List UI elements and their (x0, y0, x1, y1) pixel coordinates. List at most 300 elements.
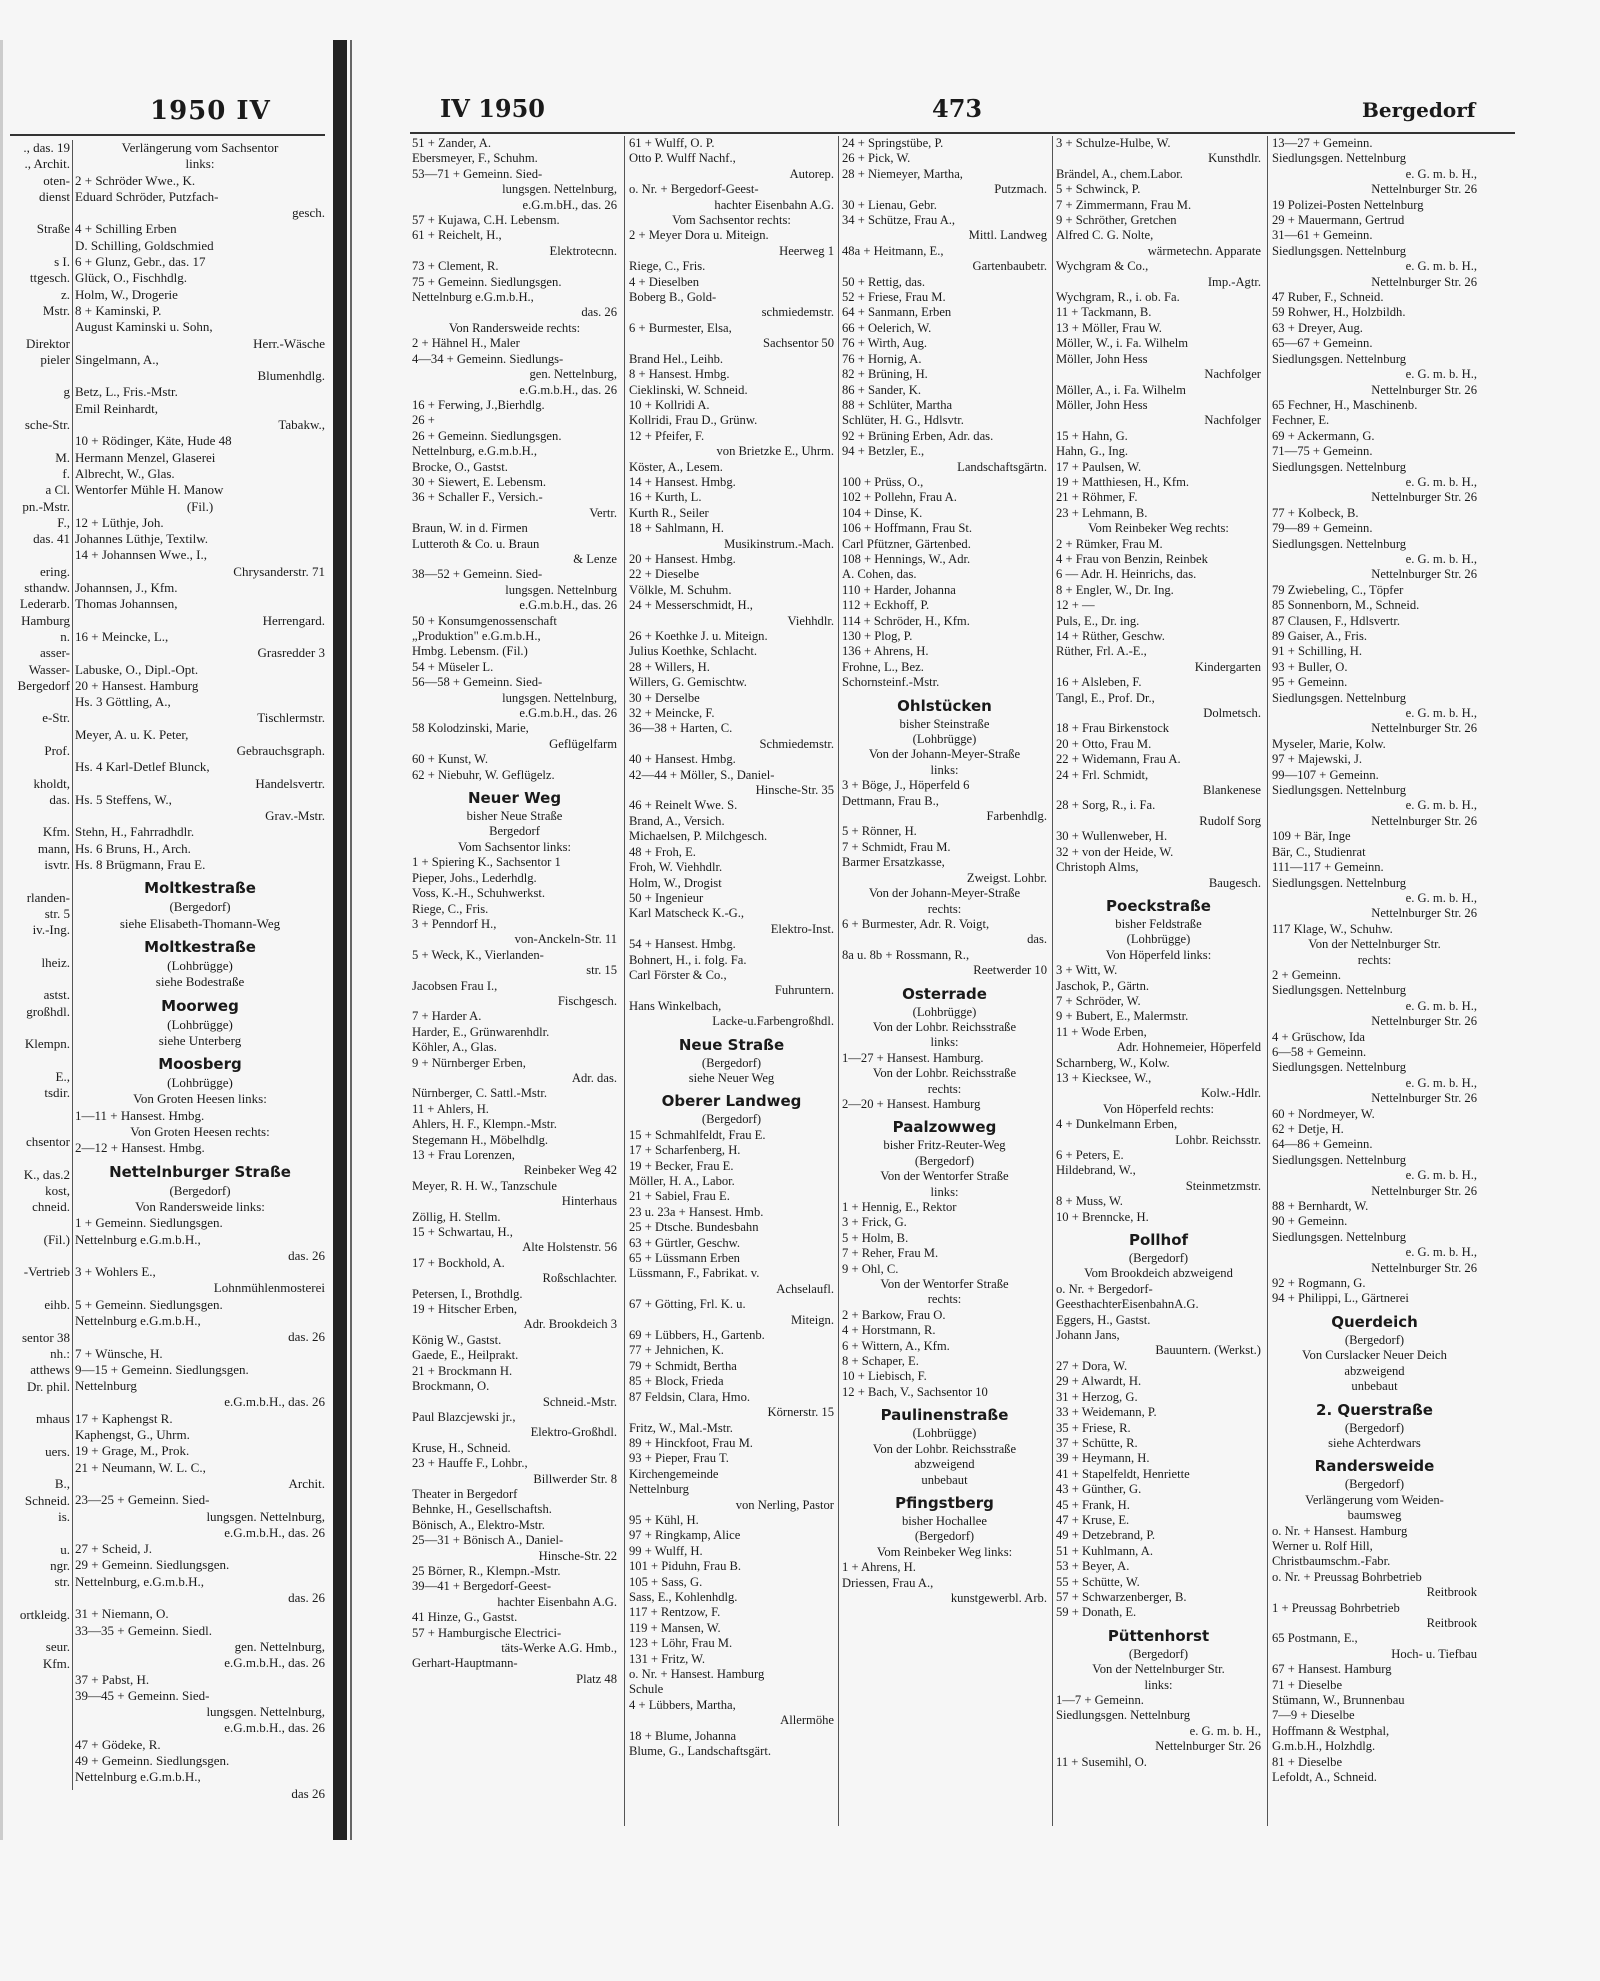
directory-line: Driessen, Frau A., (842, 1575, 934, 1590)
directory-line: 2—20 + Hansest. Hamburg (842, 1096, 981, 1111)
directory-line: Wentorfer Mühle H. Manow (75, 482, 224, 498)
stub-line: mann, (37, 840, 70, 856)
directory-line: 31 + Herzog, G. (1056, 1389, 1138, 1404)
directory-line: Miteign. (790, 1312, 834, 1327)
stub-line: das. 41 (33, 531, 70, 547)
directory-line: Blume, G., Landschaftsgärt. (629, 1744, 771, 1759)
street-heading: Moosberg (158, 1055, 242, 1074)
street-heading: Paulinenstraße (880, 1406, 1009, 1425)
directory-line: e.G.m.b.H., das. 26 (519, 598, 617, 613)
stub-line: Dr. phil. (27, 1378, 70, 1394)
directory-line: Hs. 5 Steffens, W., (75, 791, 172, 807)
stub-line: eihb. (44, 1297, 70, 1313)
column-divider (1267, 136, 1268, 1826)
directory-line: 13 + Kiecksee, W., (1056, 1070, 1152, 1085)
directory-line: 65 + Lüssmann Erben (629, 1251, 740, 1266)
directory-line: 7 + Schröder, W. (1056, 993, 1141, 1008)
directory-line: 117 + Rentzow, F. (629, 1605, 721, 1620)
directory-line: 9 + Ohl, C. (842, 1261, 899, 1276)
directory-line: Musikinstrum.-Mach. (724, 536, 834, 551)
directory-line: Schornsteinf.-Mstr. (842, 675, 940, 690)
directory-line: 43 + Günther, G. (1056, 1482, 1142, 1497)
directory-line: Vom Reinbeker Weg links: (876, 1544, 1013, 1559)
directory-line: (Bergedorf) (701, 1055, 762, 1070)
street-heading: Osterrade (902, 984, 987, 1003)
street-heading: Moorweg (161, 996, 239, 1015)
stub-line (0, 205, 70, 221)
street-heading: Oberer Landweg (661, 1092, 802, 1111)
directory-line: Verlängerung vom Sachsentor (121, 140, 279, 155)
directory-line: e.G.m.bH., das. 26 (522, 197, 617, 212)
directory-line: 1—27 + Hansest. Hamburg. (842, 1050, 984, 1065)
directory-line: 26 + Pick, W. (842, 151, 911, 166)
directory-line: 4 + Grüschow, Ida (1272, 1029, 1366, 1044)
directory-line: 6—58 + Gemeinn. (1272, 1044, 1367, 1059)
directory-line: D. Schilling, Goldschmied (75, 237, 214, 253)
stub-line: sche-Str. (24, 417, 70, 433)
directory-line: 32 + von der Heide, W. (1056, 844, 1174, 859)
directory-line: 64 + Sanmann, Erben (842, 305, 952, 320)
directory-line: Hermann Menzel, Glaserei (75, 449, 216, 465)
directory-line: Kolw.-Hdlr. (1200, 1086, 1261, 1101)
directory-line: 39—45 + Gemeinn. Sied- (75, 1687, 210, 1703)
stub-line: asser- (39, 645, 70, 661)
directory-line: bisher Neue Straße (466, 809, 563, 824)
stub-line: dienst (38, 188, 70, 204)
directory-line: Hs. 4 Karl-Detlef Blunck, (75, 759, 210, 775)
directory-line: 104 + Dinse, K. (842, 505, 923, 520)
directory-line: 2 + Schröder Wwe., K. (75, 172, 196, 188)
directory-line: Eduard Schröder, Putzfach- (75, 188, 219, 204)
directory-line: Reinbeker Weg 42 (523, 1163, 617, 1178)
directory-line: 105 + Sass, G. (629, 1574, 703, 1589)
directory-line: Kirchengemeinde (629, 1466, 719, 1481)
directory-line: Reetwerder 10 (973, 963, 1047, 978)
directory-line: 16 + Alsleben, F. (1056, 675, 1142, 690)
directory-line: e.G.m.b.H., das. 26 (224, 1720, 325, 1736)
directory-line: 37 + Pabst, H. (75, 1671, 150, 1687)
column-divider (838, 136, 839, 1826)
directory-line: Nettelnburg, e.G.m.b.H., (75, 1573, 205, 1589)
stub-line: n. (60, 628, 70, 644)
directory-line: 46 + Reinelt Wwe. S. (629, 798, 738, 813)
directory-line: Brockmann, O. (412, 1379, 490, 1394)
stub-line (0, 547, 70, 563)
stub-line: ttgesch. (29, 270, 70, 286)
column-divider (1052, 136, 1053, 1826)
directory-line: 56—58 + Gemeinn. Sied- (412, 675, 543, 690)
stub-line: B., (54, 1476, 70, 1492)
directory-line: 29 + Gemeinn. Siedlungsgen. (75, 1557, 230, 1573)
stub-line: ., das. 19 (23, 140, 70, 155)
left-listing-column (75, 140, 325, 1802)
directory-line: 37 + Schütte, R. (1056, 1435, 1138, 1450)
directory-line: 19 + Hitscher Erben, (412, 1302, 518, 1317)
directory-line: König W., Gastst. (412, 1332, 502, 1347)
directory-line: Blumenhdlg. (257, 368, 325, 384)
directory-line: Von der Johann-Meyer-Straße (868, 747, 1021, 762)
directory-line: 1 + Hennig, E., Rektor (842, 1200, 957, 1214)
directory-line: gesch. (292, 205, 325, 221)
directory-line: 20 + Hansest. Hmbg. (629, 551, 736, 566)
directory-line: 3 + Böge, J., Höperfeld 6 (842, 778, 970, 793)
directory-line: 6 — Adr. H. Heinrichs, das. (1056, 567, 1197, 582)
directory-line: Möller, H. A., Labor. (629, 1174, 735, 1188)
directory-line: e. G. m. b. H., (1405, 1075, 1477, 1090)
directory-line: 50 + Rettig, das. (842, 274, 926, 289)
directory-line: 12 + — (1056, 598, 1095, 613)
directory-line: o. Nr. + Preussag Bohrbetrieb (1272, 1569, 1422, 1584)
directory-line: 6 + Wittern, A., Kfm. (842, 1338, 950, 1353)
directory-line: Gaede, E., Heilprakt. (412, 1348, 519, 1363)
stub-line (0, 759, 70, 775)
directory-line: e. G. m. b. H., (1405, 1245, 1477, 1260)
directory-line: Köster, A., Lesem. (629, 459, 723, 474)
directory-line: Nürnberger, C. Sattl.-Mstr. (412, 1086, 547, 1101)
stub-line: is. (58, 1508, 70, 1524)
directory-line: Reitbrook (1426, 1585, 1477, 1600)
directory-line: 47 + Gödeke, R. (75, 1736, 161, 1752)
directory-line: 9—15 + Gemeinn. Siedlungsgen. (75, 1361, 249, 1377)
directory-line: (Fil.) (186, 498, 214, 514)
directory-line: Willers, G. Gemischtw. (629, 675, 747, 690)
stub-line: s I. (54, 254, 70, 270)
directory-line: e. G. m. b. H., (1405, 259, 1477, 274)
directory-line: 73 + Clement, R. (412, 259, 499, 274)
directory-line: 5 + Weck, K., Vierlanden- (412, 947, 544, 962)
directory-line: Werner u. Rolf Hill, (1272, 1538, 1373, 1553)
directory-line: Lohnmühlenmosterei (213, 1280, 325, 1296)
directory-line: (Lohbrügge) (167, 1016, 233, 1032)
directory-line: Allermöhe (780, 1713, 834, 1728)
stub-line (0, 1525, 70, 1541)
stub-line: str. (54, 1574, 70, 1590)
directory-line: 13 + Möller, Frau W. (1056, 320, 1162, 335)
directory-line: 24 + Messerschmidt, H., (629, 598, 753, 613)
directory-line: 5 + Gemeinn. Siedlungsgen. (75, 1296, 223, 1312)
directory-line: & Lenze (573, 551, 617, 566)
directory-line: 91 + Schilling, H. (1272, 644, 1363, 659)
directory-line: 31—61 + Gemeinn. (1272, 228, 1373, 243)
directory-line: 55 + Schütte, W. (1056, 1574, 1140, 1589)
directory-line: Bönisch, A., Elektro-Mstr. (412, 1517, 545, 1532)
directory-line: hachter Eisenbahn A.G. (714, 197, 834, 212)
stub-line: M. (55, 449, 70, 465)
directory-line: Paul Blazcjewski jr., (412, 1409, 516, 1424)
directory-line: Behnke, H., Gesellschaftsh. (412, 1502, 552, 1517)
directory-line: 1—11 + Hansest. Hmbg. (75, 1107, 205, 1123)
stub-line (0, 1623, 70, 1639)
directory-line: 21 + Neumann, W. L. C., (75, 1459, 206, 1475)
directory-line: Johann Jans, (1056, 1328, 1120, 1343)
directory-line: 10 + Liebisch, F. (842, 1369, 927, 1384)
directory-line: 71—75 + Gemeinn. (1272, 444, 1373, 459)
directory-line: Cieklinski, W. Schneid. (629, 382, 748, 397)
directory-line: Völkle, M. Schuhm. (629, 582, 732, 597)
directory-line: 112 + Eckhoff, P. (842, 598, 930, 613)
directory-line: Betz, L., Fris.-Mstr. (75, 384, 178, 400)
directory-line: Karl Matscheck K.-G., (629, 906, 745, 921)
stub-line: Schneid. (24, 1492, 70, 1508)
directory-line: gen. Nettelnburg, (234, 1638, 325, 1654)
directory-line: Hinsche-Str. 22 (538, 1548, 617, 1563)
stub-line: kholdt, (33, 775, 70, 791)
directory-line: 19 Polizei-Posten Nettelnburg (1272, 197, 1424, 212)
directory-line: 60 + Nordmeyer, W. (1272, 1106, 1375, 1121)
directory-line: Siedlungsgen. Nettelnburg (1272, 151, 1407, 166)
stub-line (0, 1460, 70, 1476)
directory-line: 41 + Stapelfeldt, Henriette (1056, 1466, 1190, 1481)
directory-line: abzweigend (914, 1457, 975, 1472)
directory-line: Johannsen, J., Kfm. (75, 580, 178, 596)
directory-line: 1 + Spiering K., Sachsentor 1 (412, 855, 561, 870)
directory-line: Rüther, Frl. A.-E., (1056, 644, 1147, 659)
directory-line: 97 + Ringkamp, Alice (629, 1528, 741, 1543)
directory-line: 114 + Schröder, H., Kfm. (842, 613, 970, 628)
directory-line: 28 + Sorg, R., i. Fa. (1056, 798, 1156, 813)
directory-line: Herrengard. (262, 612, 325, 628)
directory-line: Kruse, H., Schneid. (412, 1440, 511, 1455)
directory-line: Nettelnburg (629, 1482, 689, 1497)
directory-line: Schmiedemstr. (759, 736, 834, 751)
directory-line: 59 + Donath, E. (1056, 1605, 1137, 1620)
directory-line: Myseler, Marie, Kolw. (1272, 736, 1386, 751)
directory-line: 17 + Kaphengst R. (75, 1410, 173, 1426)
directory-line: 87 Feldsin, Clara, Hmo. (629, 1389, 751, 1404)
directory-line: abzweigend (1344, 1363, 1405, 1378)
directory-line: Petersen, I., Brothdlg. (412, 1286, 523, 1301)
directory-line: Blankenese (1202, 783, 1261, 798)
directory-line: Nettelnburger Str. 26 (1371, 1260, 1477, 1275)
directory-line: Schule (629, 1682, 664, 1697)
directory-line: siehe Bodestraße (155, 974, 245, 990)
directory-line: 77 + Kolbeck, B. (1272, 505, 1359, 520)
directory-line: 81 + Dieselbe (1272, 1754, 1343, 1769)
stub-line: f. (62, 465, 70, 481)
directory-line: 30 + Derselbe (629, 690, 700, 705)
stub-line: ngr. (50, 1557, 70, 1573)
directory-line: 92 + Brüning Erben, Adr. das. (842, 428, 994, 443)
directory-line: 45 + Frank, H. (1056, 1497, 1130, 1512)
directory-line: Bohnert, H., i. folg. Fa. (629, 952, 747, 967)
directory-line: 11 + Tackmann, B. (1056, 305, 1152, 320)
directory-line: Von der Lohbr. Reichsstraße (872, 1441, 1017, 1456)
directory-line: Singelmann, A., (75, 351, 159, 367)
stub-line (0, 1150, 70, 1166)
stub-line: chsentor (25, 1134, 70, 1150)
stub-line (0, 694, 70, 710)
street-heading: Pfingstberg (895, 1493, 994, 1512)
directory-line: Möller, John Hess (1056, 397, 1148, 412)
directory-line: Nettelnburg e.G.m.b.H., (412, 290, 534, 305)
directory-line: 19 + Grage, M., Prok. (75, 1443, 190, 1459)
directory-line: wärmetechn. Apparate (1147, 243, 1261, 258)
stub-line: mhaus (36, 1411, 70, 1427)
directory-line: 13—27 + Gemeinn. (1272, 136, 1373, 150)
stub-line (0, 1102, 70, 1118)
directory-line: 7 + Zimmermann, Frau M. (1056, 197, 1192, 212)
right-header-rule (410, 132, 1515, 134)
column-divider (72, 140, 73, 1790)
directory-line: e. G. m. b. H., (1405, 706, 1477, 721)
directory-line: 123 + Löhr, Frau M. (629, 1636, 733, 1651)
directory-line: 15 + Hahn, G. (1056, 428, 1128, 443)
directory-line: 2 + Barkow, Frau O. (842, 1307, 946, 1322)
street-heading: Püttenhorst (1107, 1626, 1210, 1645)
directory-line: Tischlermstr. (257, 710, 325, 726)
directory-line: 23 + Hauffe F., Lohbr., (412, 1456, 528, 1471)
directory-line: bisher Steinstraße (899, 716, 990, 731)
directory-line: 15 + Schwartau, H., (412, 1225, 513, 1240)
directory-line: Stümann, W., Brunnenbau (1272, 1693, 1405, 1707)
directory-line: 10 + Rödinger, Käte, Hude 48 (75, 433, 232, 449)
stub-line (0, 1248, 70, 1264)
directory-line: 20 + Hansest. Hamburg (75, 677, 199, 693)
directory-line: Barmer Ersatzkasse, (842, 855, 945, 870)
directory-line: Von der Wentorfer Straße (880, 1169, 1009, 1184)
directory-line: 88 + Schlüter, Martha (842, 397, 953, 412)
directory-line: Hans Winkelbach, (629, 998, 722, 1013)
directory-line: 33 + Weidemann, P. (1056, 1405, 1157, 1420)
stub-line (0, 873, 70, 889)
directory-line: Möller, W., i. Fa. Wilhelm (1056, 336, 1189, 351)
directory-line: 54 + Hansest. Hmbg. (629, 937, 736, 952)
directory-line: bisher Hochallee (902, 1513, 987, 1528)
stub-line: K., das.2 (23, 1166, 70, 1182)
directory-line: 18 + Sahlmann, H. (629, 521, 724, 536)
directory-line: 6 + Burmester, Elsa, (629, 320, 732, 335)
directory-line: Julius Koethke, Schlacht. (629, 644, 758, 659)
street-heading: Paalzowweg (892, 1118, 997, 1137)
directory-line: Lüssmann, F., Fabrikat. v. (629, 1266, 760, 1281)
directory-line: A. Cohen, das. (842, 567, 917, 582)
stub-line (0, 939, 70, 955)
directory-line: (Bergedorf) (914, 1529, 975, 1544)
directory-line: Möller, John Hess (1056, 351, 1148, 366)
directory-line: Elektro-Inst. (770, 921, 834, 936)
directory-line: Nettelnburger Str. 26 (1371, 813, 1477, 828)
directory-line: Siedlungsgen. Nettelnburg (1272, 983, 1407, 998)
directory-line: 18 + Blume, Johanna (629, 1728, 737, 1743)
directory-line: 7 + Harder A. (412, 1009, 482, 1024)
directory-line: 49 + Gemeinn. Siedlungsgen. (75, 1753, 230, 1769)
street-heading: Querdeich (1331, 1312, 1418, 1331)
directory-line: 2 + Meyer Dora u. Miteign. (629, 228, 769, 243)
directory-line: e.G.m.b.H., das. 26 (519, 706, 617, 721)
directory-line: Heerweg 1 (779, 243, 834, 258)
directory-line: das. 26 (288, 1329, 325, 1345)
directory-line: 109 + Bär, Inge (1272, 829, 1351, 844)
directory-line: links: (930, 762, 959, 777)
directory-line: 50 + Ingenieur (629, 890, 704, 905)
directory-line: Achselaufl. (776, 1281, 834, 1296)
directory-line: (Bergedorf) (914, 1153, 975, 1168)
street-heading: Ohlstücken (897, 696, 992, 715)
directory-line: Sass, E., Kohlenhdlg. (629, 1589, 738, 1604)
directory-line: 23 u. 23a + Hansest. Hmb. (629, 1204, 764, 1219)
directory-line: Johannes Lüthje, Textilw. (75, 531, 209, 547)
directory-line: Kaphengst, G., Uhrm. (75, 1427, 190, 1443)
directory-line: Brand Hel., Leihb. (629, 351, 724, 366)
directory-line: von Brietzke E., Uhrm. (716, 444, 834, 459)
directory-line: 63 + Dreyer, Aug. (1272, 320, 1363, 335)
directory-line: 4 + Lübbers, Martha, (629, 1697, 736, 1712)
directory-line: 76 + Wirth, Aug. (842, 336, 928, 351)
directory-line: Emil Reinhardt, (75, 400, 159, 416)
directory-line: 75 + Gemeinn. Siedlungsgen. (412, 274, 562, 289)
directory-line: Fechner, E. (1272, 413, 1330, 428)
directory-line: Nettelnburger Str. 26 (1371, 1014, 1477, 1029)
directory-line: links: (930, 1184, 959, 1199)
directory-line: 69 + Lübbers, H., Gartenb. (629, 1328, 765, 1343)
stub-line (0, 1313, 70, 1329)
directory-line: Gartenbaubetr. (972, 259, 1047, 274)
directory-line: Nettelnburg e.G.m.b.H., (75, 1769, 201, 1785)
stub-line: sentor 38 (21, 1329, 70, 1345)
directory-line: 54 + Müseler L. (412, 659, 494, 674)
stub-line: str. 5 (44, 905, 70, 921)
directory-line: 89 Gaiser, A., Fris. (1272, 629, 1367, 643)
street-heading: Poeckstraße (1106, 896, 1211, 915)
directory-line: 7 + Wünsche, H. (75, 1345, 163, 1361)
directory-line: Hoch- u. Tiefbau (1391, 1646, 1477, 1661)
directory-line: Archit. (288, 1475, 325, 1491)
directory-line: 8a u. 8b + Rossmann, R., (842, 947, 970, 962)
directory-line: 47 + Kruse, E. (1056, 1512, 1130, 1527)
directory-line: 59 Rohwer, H., Holzbildh. (1272, 305, 1406, 320)
stub-line: nh.: (50, 1345, 70, 1361)
directory-line: Thomas Johannsen, (75, 596, 178, 612)
directory-line: Nettelnburger Str. 26 (1371, 906, 1477, 921)
stub-line: sthandw. (24, 580, 70, 596)
directory-line: Brocke, O., Gastst. (412, 459, 508, 474)
directory-line: Elektro-Großhdl. (530, 1425, 617, 1440)
stub-line: seur. (45, 1639, 70, 1655)
directory-line: 26 + Gemeinn. Siedlungsgen. (412, 428, 562, 443)
stub-line: pn.-Mstr. (22, 498, 70, 514)
directory-line: Von Curslacker Neuer Deich (1302, 1348, 1447, 1363)
directory-line: lungsgen. Nettelnburg, (206, 1704, 325, 1720)
stub-line (0, 1020, 70, 1036)
directory-line: Zöllig, H. Stellm. (412, 1209, 501, 1224)
directory-line: 10 + Brenncke, H. (1056, 1209, 1149, 1224)
directory-line: 2 + Rümker, Frau M. (1056, 536, 1163, 551)
directory-line: 57 + Kujawa, C.H. Lebensm. (412, 213, 560, 228)
stub-line (0, 1053, 70, 1069)
directory-line: Chrysanderstr. 71 (233, 563, 325, 579)
directory-line: 5 + Schwinck, P. (1056, 182, 1141, 197)
directory-line: Ahlers, H. F., Klempn.-Mstr. (412, 1117, 557, 1132)
directory-line: GeesthachterEisenbahnA.G. (1056, 1297, 1199, 1312)
stub-line (0, 808, 70, 824)
directory-line: 20 + Otto, Frau M. (1056, 736, 1152, 751)
directory-line: 66 + Oelerich, W. (842, 320, 932, 335)
directory-line: 111—117 + Gemeinn. (1272, 860, 1384, 875)
directory-line: 65—67 + Gemeinn. (1272, 336, 1373, 351)
stub-line: das. (49, 791, 70, 807)
directory-line: 26 + (412, 413, 435, 428)
directory-line: 95 + Kühl, H. (629, 1512, 699, 1527)
directory-line: Köhler, A., Glas. (412, 1040, 497, 1055)
directory-line: Von der Johann-Meyer-Straße (868, 886, 1021, 901)
directory-line: 16 + Meincke, L., (75, 628, 169, 644)
directory-line: schmiedemstr. (761, 305, 834, 320)
directory-line: Siedlungsgen. Nettelnburg (1272, 690, 1407, 705)
stub-line: e-Str. (42, 710, 70, 726)
directory-line: 2 + Hähnel H., Maler (412, 336, 520, 351)
stub-line: u. (60, 1541, 70, 1557)
directory-line: 95 + Gemeinn. (1272, 675, 1348, 690)
